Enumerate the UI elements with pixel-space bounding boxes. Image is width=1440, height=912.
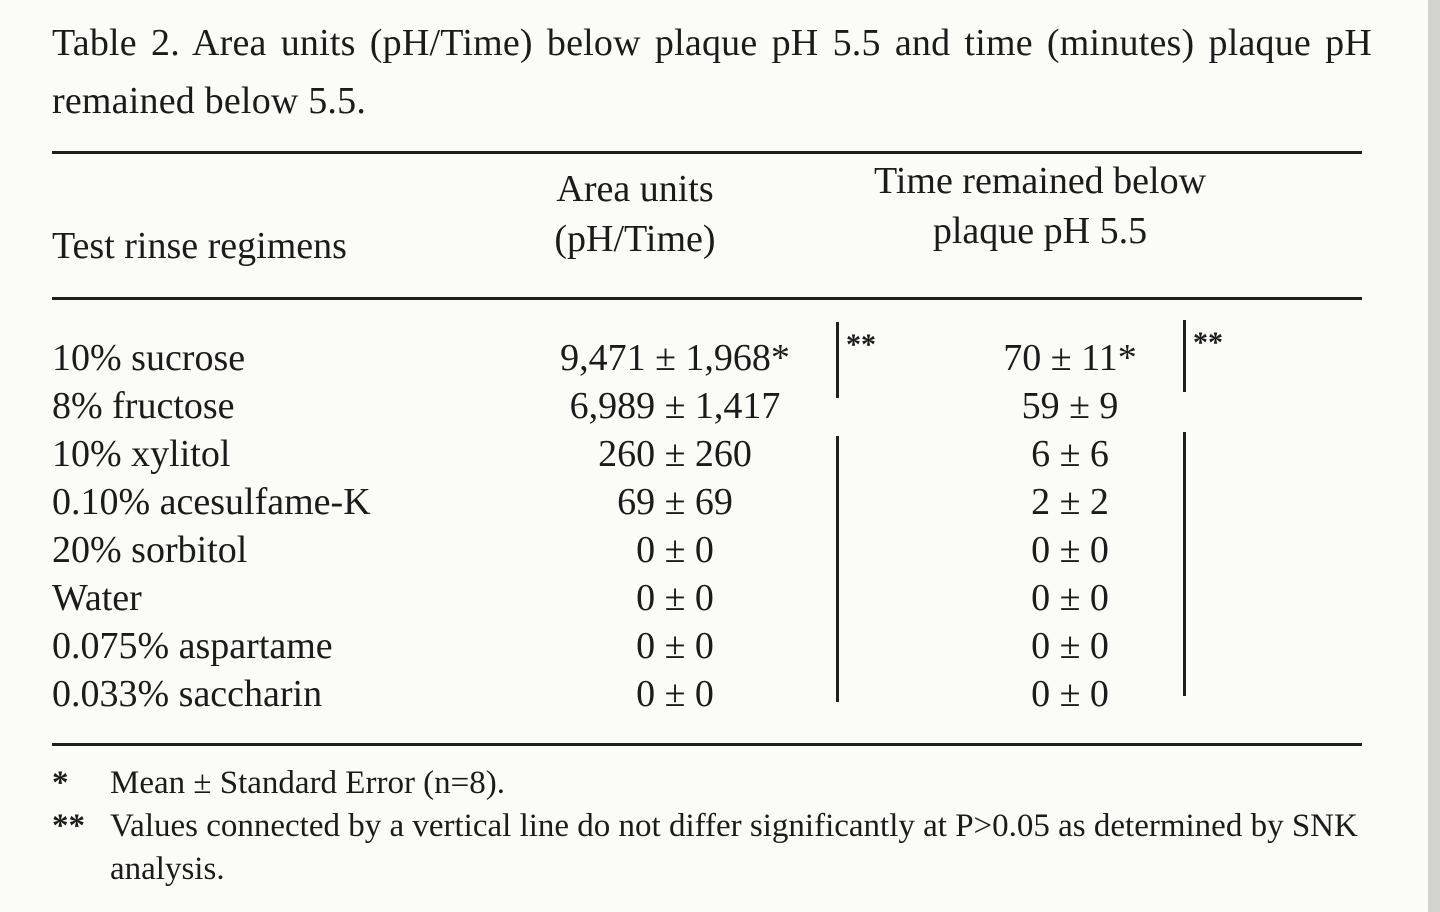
table-row [0,574,1428,622]
row-time-below: 0 ± 0 [1031,577,1109,619]
row-time-below: 0 ± 0 [1031,529,1109,571]
row-regimen: 8% fructose [52,385,235,427]
significance-mark-area: ** [846,328,876,361]
header-time-line1: Time remained below [873,160,1207,202]
significance-line-area-group-1 [836,322,839,398]
row-regimen: Water [52,577,142,619]
row-area-units: 260 ± 260 [598,433,752,475]
table-caption: Table 2. Area units (pH/Time) below plaque pH 5.5 and time (minutes) plaque pH remained below 5.5. [52,22,1372,122]
bottom-rule [52,743,1362,746]
significance-line-time-group-2 [1183,432,1186,696]
table-row [0,478,1428,526]
footnote-1 [52,762,1362,805]
row-regimen: 0.10% acesulfame-K [52,481,371,523]
row-area-units: 0 ± 0 [636,577,714,619]
header-area-line1: Area units [556,168,714,210]
row-area-units: 9,471 ± 1,968* [560,337,790,379]
footnote-2-mark: ** [52,808,85,844]
row-area-units: 0 ± 0 [636,625,714,667]
table-row [0,526,1428,574]
significance-mark-time: ** [1193,326,1223,359]
row-time-below: 6 ± 6 [1031,433,1109,475]
row-regimen: 10% sucrose [52,337,246,379]
table-row [0,382,1428,430]
row-time-below: 59 ± 9 [1021,385,1119,427]
row-time-below: 0 ± 0 [1031,625,1109,667]
significance-line-time-group-1 [1183,320,1186,392]
footnote-2-text: Values connected by a vertical line do not differ significantly at P>0.05 as determined by SNK analysis. [110,808,1358,887]
row-time-below: 70 ± 11* [1003,337,1137,379]
row-area-units: 6,989 ± 1,417 [569,385,781,427]
header-test-rinse-regimens: Test rinse regimens [52,225,347,267]
row-time-below: 2 ± 2 [1031,481,1109,523]
row-regimen: 10% xylitol [52,433,231,475]
header-area-units [520,164,750,264]
row-area-units: 69 ± 69 [617,481,733,523]
row-time-below: 0 ± 0 [1031,673,1109,715]
row-regimen: 0.075% aspartame [52,625,333,667]
row-regimen: 20% sorbitol [52,529,248,571]
page-edge-shadow [1428,0,1440,912]
header-time-below [830,156,1250,256]
row-regimen: 0.033% saccharin [52,673,323,715]
header-area-line2: (pH/Time) [554,218,716,260]
footnote-1-text: Mean ± Standard Error (n=8). [110,765,506,801]
footnote-2 [52,805,1362,891]
table-row [0,622,1428,670]
table-row [0,670,1428,718]
table-row [0,430,1428,478]
significance-line-area-group-2 [836,436,839,702]
header-time-line2: plaque pH 5.5 [932,210,1148,252]
footnote-1-mark: * [52,765,69,801]
header-rule [52,297,1362,300]
footnotes [52,762,1362,891]
row-area-units: 0 ± 0 [636,529,714,571]
top-rule [52,151,1362,154]
row-area-units: 0 ± 0 [636,673,714,715]
